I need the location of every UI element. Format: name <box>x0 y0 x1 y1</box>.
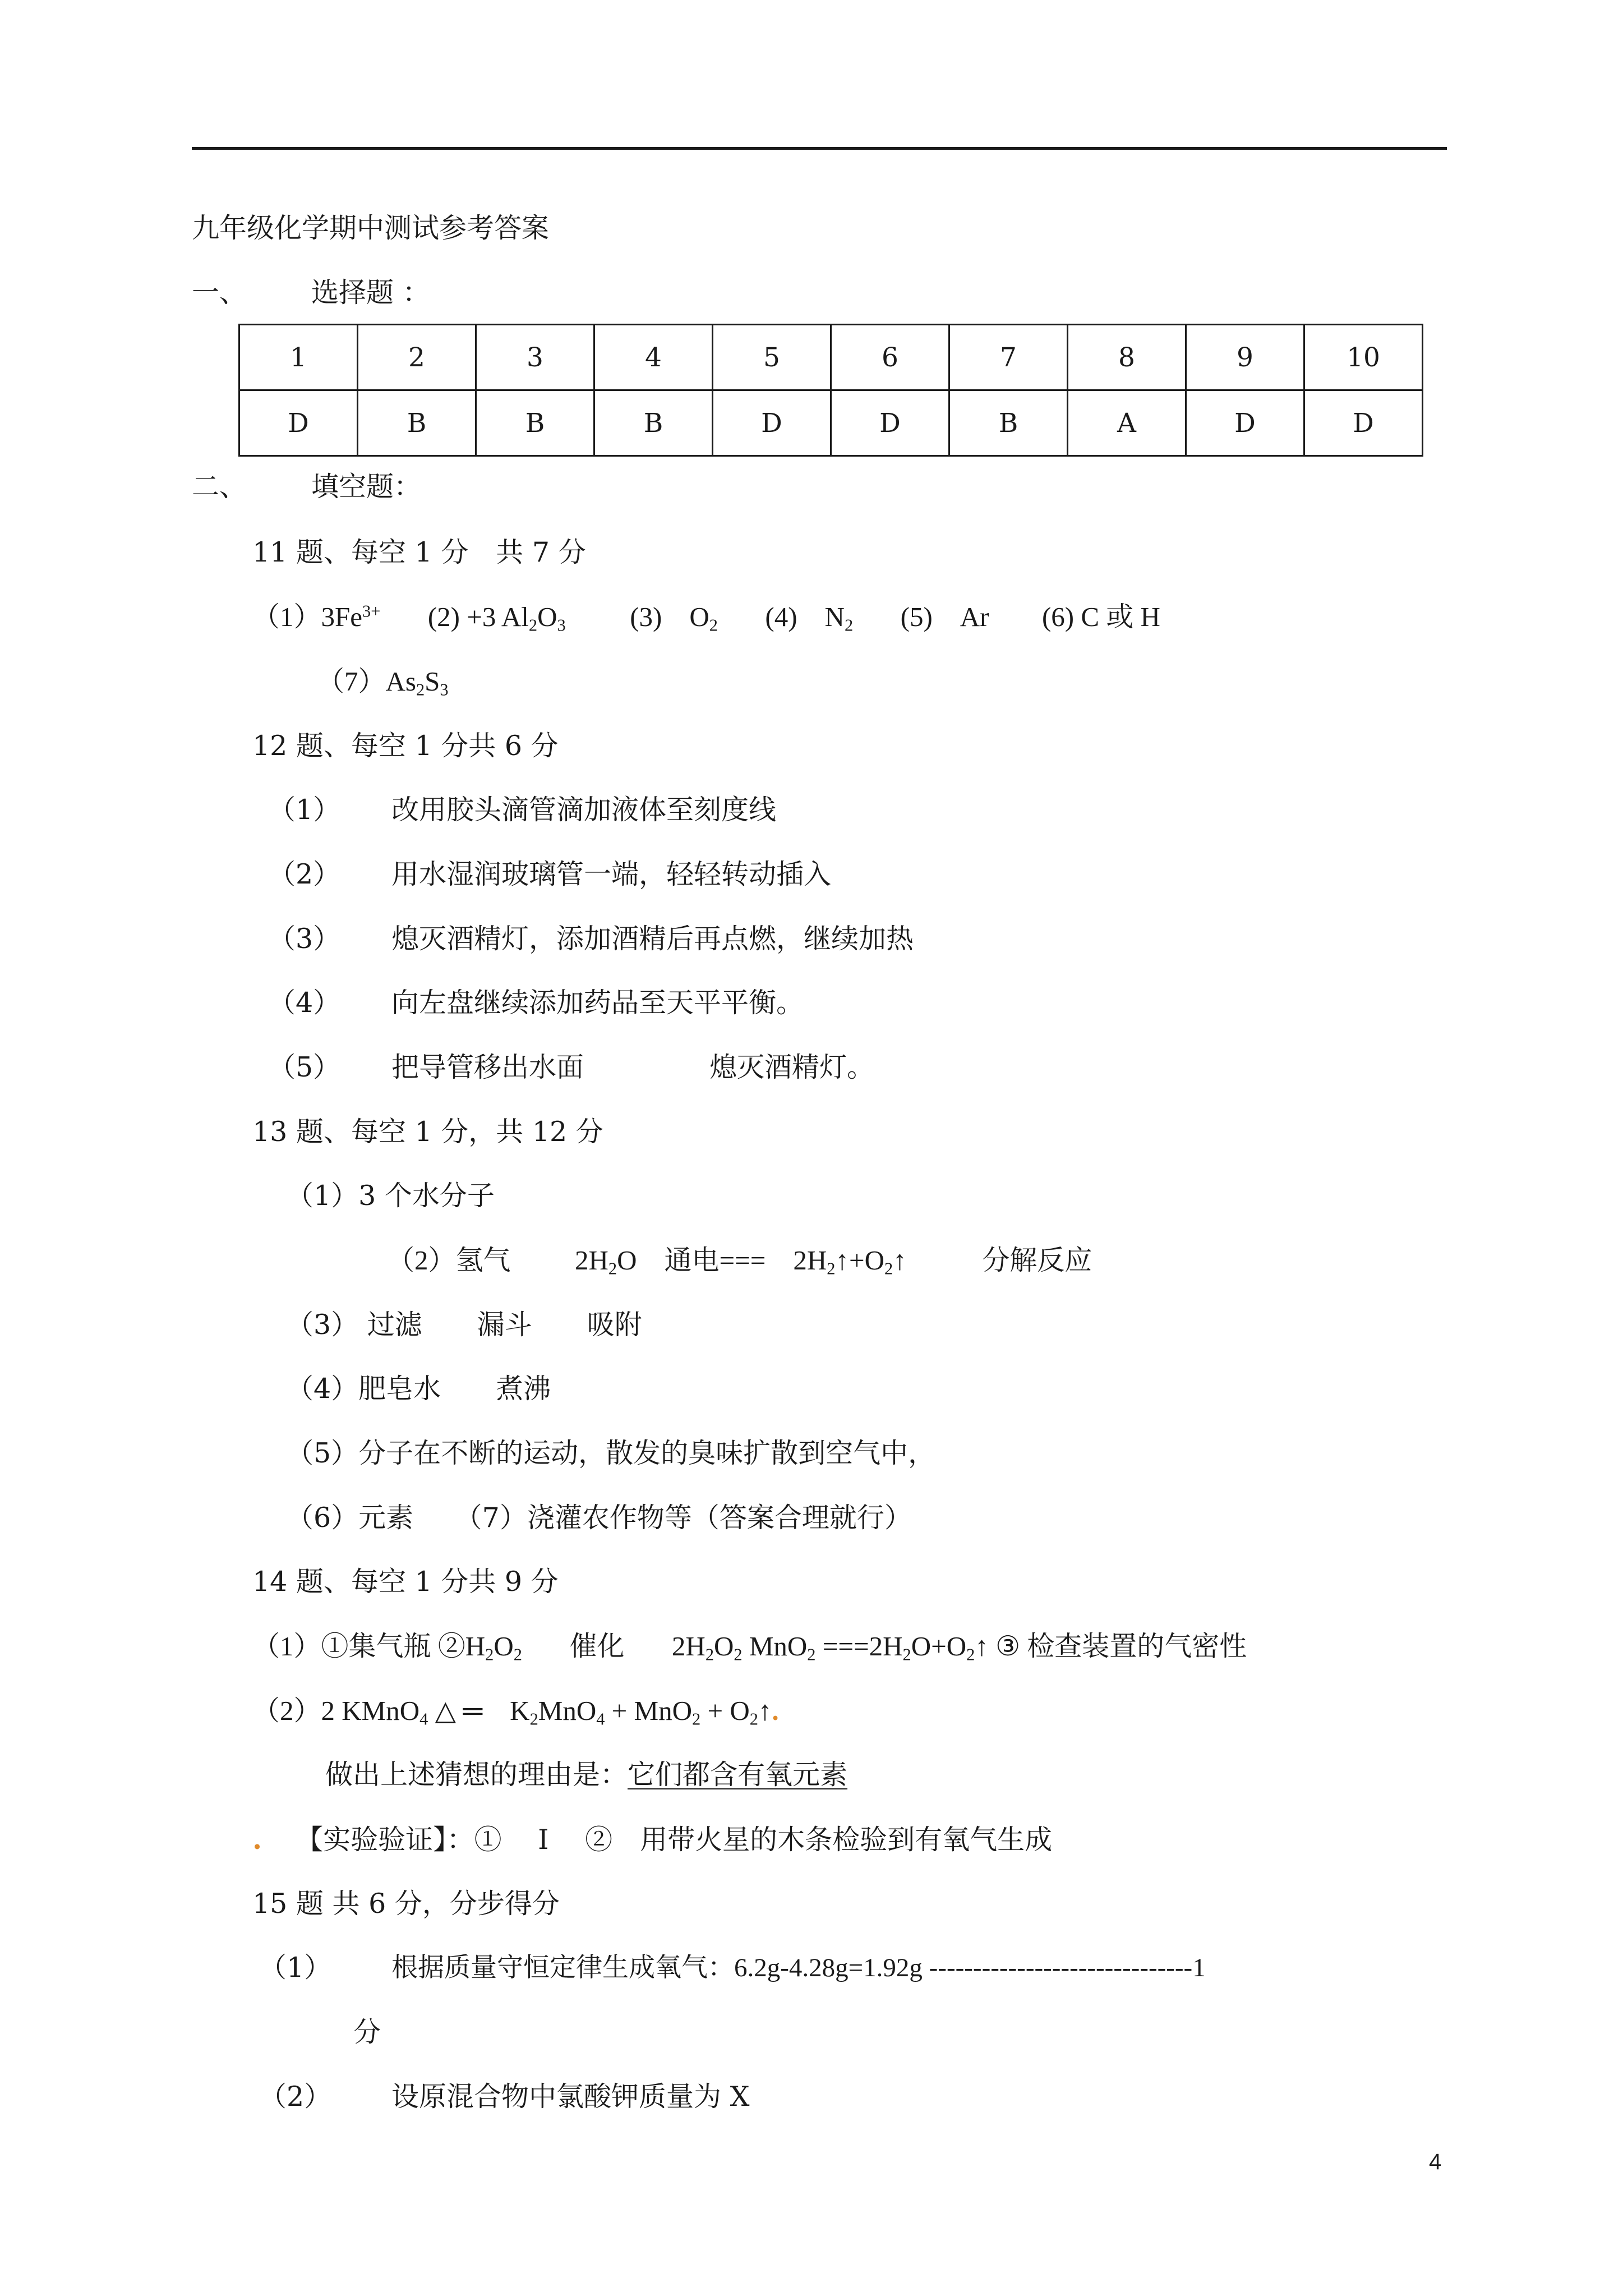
section2-number: 二、 <box>192 471 247 503</box>
q13-a2-line <box>387 1244 1092 1277</box>
q13-a3: （3） 过滤 漏斗 吸附 <box>286 1309 642 1341</box>
q13-reaction-type: 分解反应 <box>982 1245 1092 1276</box>
q15-heading: 15 题 共 6 分，分步得分 <box>252 1888 560 1920</box>
q11-a1-charge: 3+ <box>362 601 381 621</box>
q12-item-text: 把导管移出水面 <box>391 1051 584 1083</box>
q14-part: O <box>494 1631 514 1662</box>
q12-item-number: （2） <box>268 858 341 890</box>
q12-heading: 12 题、每空 1 分共 6 分 <box>252 730 559 762</box>
q14-part: ↑ ③ 检查装置的气密性 <box>975 1631 1247 1662</box>
subscript: 2 <box>485 1645 494 1664</box>
q11-a7-mid: S <box>425 666 440 697</box>
answer-table-answer-row <box>239 390 1423 456</box>
table-cell: B <box>358 390 476 456</box>
q14-part: + MnO <box>605 1695 693 1726</box>
table-cell: 1 <box>239 325 358 390</box>
q14-part: （1）①集气瓶 ②H <box>252 1631 486 1662</box>
q12-item-text: 熄灭酒精灯，添加酒精后再点燃，继续加热 <box>391 923 914 955</box>
q14-part: O <box>714 1631 734 1662</box>
subscript: 2 <box>827 1259 836 1278</box>
q11-a6: (6) C 或 H <box>1041 601 1160 632</box>
q12-item-text: 向左盘继续添加药品至天平平衡。 <box>391 987 804 1019</box>
answer-table-number-row <box>239 325 1423 390</box>
table-cell: A <box>1068 390 1186 456</box>
subscript: 2 <box>749 1709 758 1729</box>
header-rule <box>192 147 1447 150</box>
subscript: 3 <box>440 680 449 700</box>
subscript: 4 <box>596 1709 605 1729</box>
q14-reason-answer: 它们都含有氧元素 <box>628 1759 848 1791</box>
q11-a1: （1）3Fe <box>252 601 363 632</box>
q14-verify-text: 【实验验证】：① I ② 用带火星的木条检验到有氧气生成 <box>296 1824 1053 1856</box>
table-cell: D <box>713 390 831 456</box>
q13-a5: （5）分子在不断的运动，散发的臭味扩散到空气中， <box>286 1437 936 1469</box>
table-cell: B <box>476 390 594 456</box>
q14-line1 <box>252 1630 1247 1663</box>
q12-item-number: （1） <box>268 794 341 826</box>
subscript: 2 <box>709 615 718 635</box>
q11-heading: 11 题、每空 1 分 共 7 分 <box>252 536 586 568</box>
equation-part: ↑ <box>893 1245 907 1276</box>
table-cell: 5 <box>713 325 831 390</box>
table-cell: 7 <box>949 325 1068 390</box>
subscript: 2 <box>513 1645 522 1664</box>
subscript: 2 <box>734 1645 743 1664</box>
equation-part: O 通电=== 2H <box>617 1245 827 1276</box>
q11-a5: (5) Ar <box>900 601 989 632</box>
q14-verify-line <box>252 1823 1052 1857</box>
q14-reason-label: 做出上述猜想的理由是： <box>325 1759 628 1791</box>
subscript: 2 <box>608 1259 617 1278</box>
q15-item1-text: 根据质量守恒定律生成氧气：6.2g-4.28g=1.92g ------------------------------1 <box>391 1953 1206 1982</box>
table-cell: 2 <box>358 325 476 390</box>
q12-item-text: 改用胶头滴管滴加液体至刻度线 <box>391 794 777 826</box>
orange-dot: . <box>772 1695 779 1726</box>
q11-answer-line2 <box>317 665 449 698</box>
subscript: 2 <box>844 615 854 635</box>
subscript: 2 <box>528 615 538 635</box>
q14-part: ↑ <box>758 1695 772 1726</box>
q14-part: + O <box>700 1695 750 1726</box>
q14-line2 <box>252 1694 779 1728</box>
orange-dot: . <box>252 1823 262 1856</box>
q12-item5-extra: 熄灭酒精灯。 <box>709 1051 875 1083</box>
section1-number: 一、 <box>192 277 247 309</box>
section1-label: 选择题 ： <box>311 277 430 309</box>
q14-part: O+O <box>911 1631 967 1662</box>
subscript: 2 <box>705 1645 714 1664</box>
q13-equation <box>575 1245 907 1276</box>
q12-item-number: （4） <box>268 987 341 1019</box>
q14-part: ===2H <box>815 1631 903 1662</box>
section2-label: 填空题： <box>311 471 422 503</box>
subscript: 4 <box>419 1709 428 1729</box>
q14-heading: 14 题、每空 1 分共 9 分 <box>252 1566 559 1598</box>
table-cell: 3 <box>476 325 594 390</box>
subscript: 2 <box>966 1645 975 1664</box>
table-cell: B <box>949 390 1068 456</box>
table-cell: D <box>831 390 949 456</box>
table-cell: D <box>1186 390 1304 456</box>
subscript: 2 <box>902 1645 911 1664</box>
subscript: 3 <box>557 615 566 635</box>
table-cell: D <box>239 390 358 456</box>
q11-a7: （7）As <box>317 666 416 697</box>
q14-part: △ ═ K <box>428 1695 530 1726</box>
subscript: 2 <box>884 1259 893 1278</box>
q14-reason-line <box>325 1758 847 1792</box>
q13-a4: （4）肥皂水 煮沸 <box>286 1373 551 1405</box>
answer-table <box>238 324 1423 457</box>
q13-heading: 13 题、每空 1 分，共 12 分 <box>252 1116 603 1148</box>
q12-item-text: 用水湿润玻璃管一端，轻轻转动插入 <box>391 858 832 890</box>
table-cell: 10 <box>1304 325 1423 390</box>
equation-part: ↑+O <box>835 1245 884 1276</box>
q14-part: 催化 <box>569 1631 625 1662</box>
q14-part: MnO <box>538 1695 597 1726</box>
q15-item-number: （1） <box>259 1952 332 1984</box>
q13-a2-label: （2）氢气 <box>387 1245 511 1276</box>
q11-a2-mid: O <box>537 601 557 632</box>
table-cell: 9 <box>1186 325 1304 390</box>
q11-a4: (4) N <box>765 601 845 632</box>
q14-part: MnO <box>742 1631 808 1662</box>
q13-a6: （6）元素 （7）浇灌农作物等（答案合理就行） <box>286 1502 912 1534</box>
q11-answer-line1 <box>252 600 1160 634</box>
table-cell: D <box>1304 390 1423 456</box>
subscript: 2 <box>529 1709 538 1729</box>
q15-item2-text: 设原混合物中氯酸钾质量为 X <box>391 2081 750 2113</box>
page-number: 4 <box>1429 2150 1442 2174</box>
subscript: 2 <box>807 1645 816 1664</box>
table-cell: 4 <box>594 325 713 390</box>
table-cell: 8 <box>1068 325 1186 390</box>
q15-item-number: （2） <box>259 2081 332 2113</box>
q14-part: （2）2 KMnO <box>252 1695 420 1726</box>
subscript: 2 <box>416 680 425 700</box>
q12-item-number: （3） <box>268 923 341 955</box>
equation-part: 2H <box>575 1245 608 1276</box>
q15-item1-cont: 分 <box>353 2016 381 2048</box>
q11-a3: (3) O <box>630 601 709 632</box>
q14-part: 2H <box>671 1631 706 1662</box>
q11-a2: (2) +3 Al <box>427 601 529 632</box>
q12-item-number: （5） <box>268 1051 341 1083</box>
subscript: 2 <box>692 1709 701 1729</box>
q13-a1: （1）3 个水分子 <box>286 1180 495 1212</box>
table-cell: B <box>594 390 713 456</box>
page-title: 九年级化学期中测试参考答案 <box>192 212 550 244</box>
table-cell: 6 <box>831 325 949 390</box>
